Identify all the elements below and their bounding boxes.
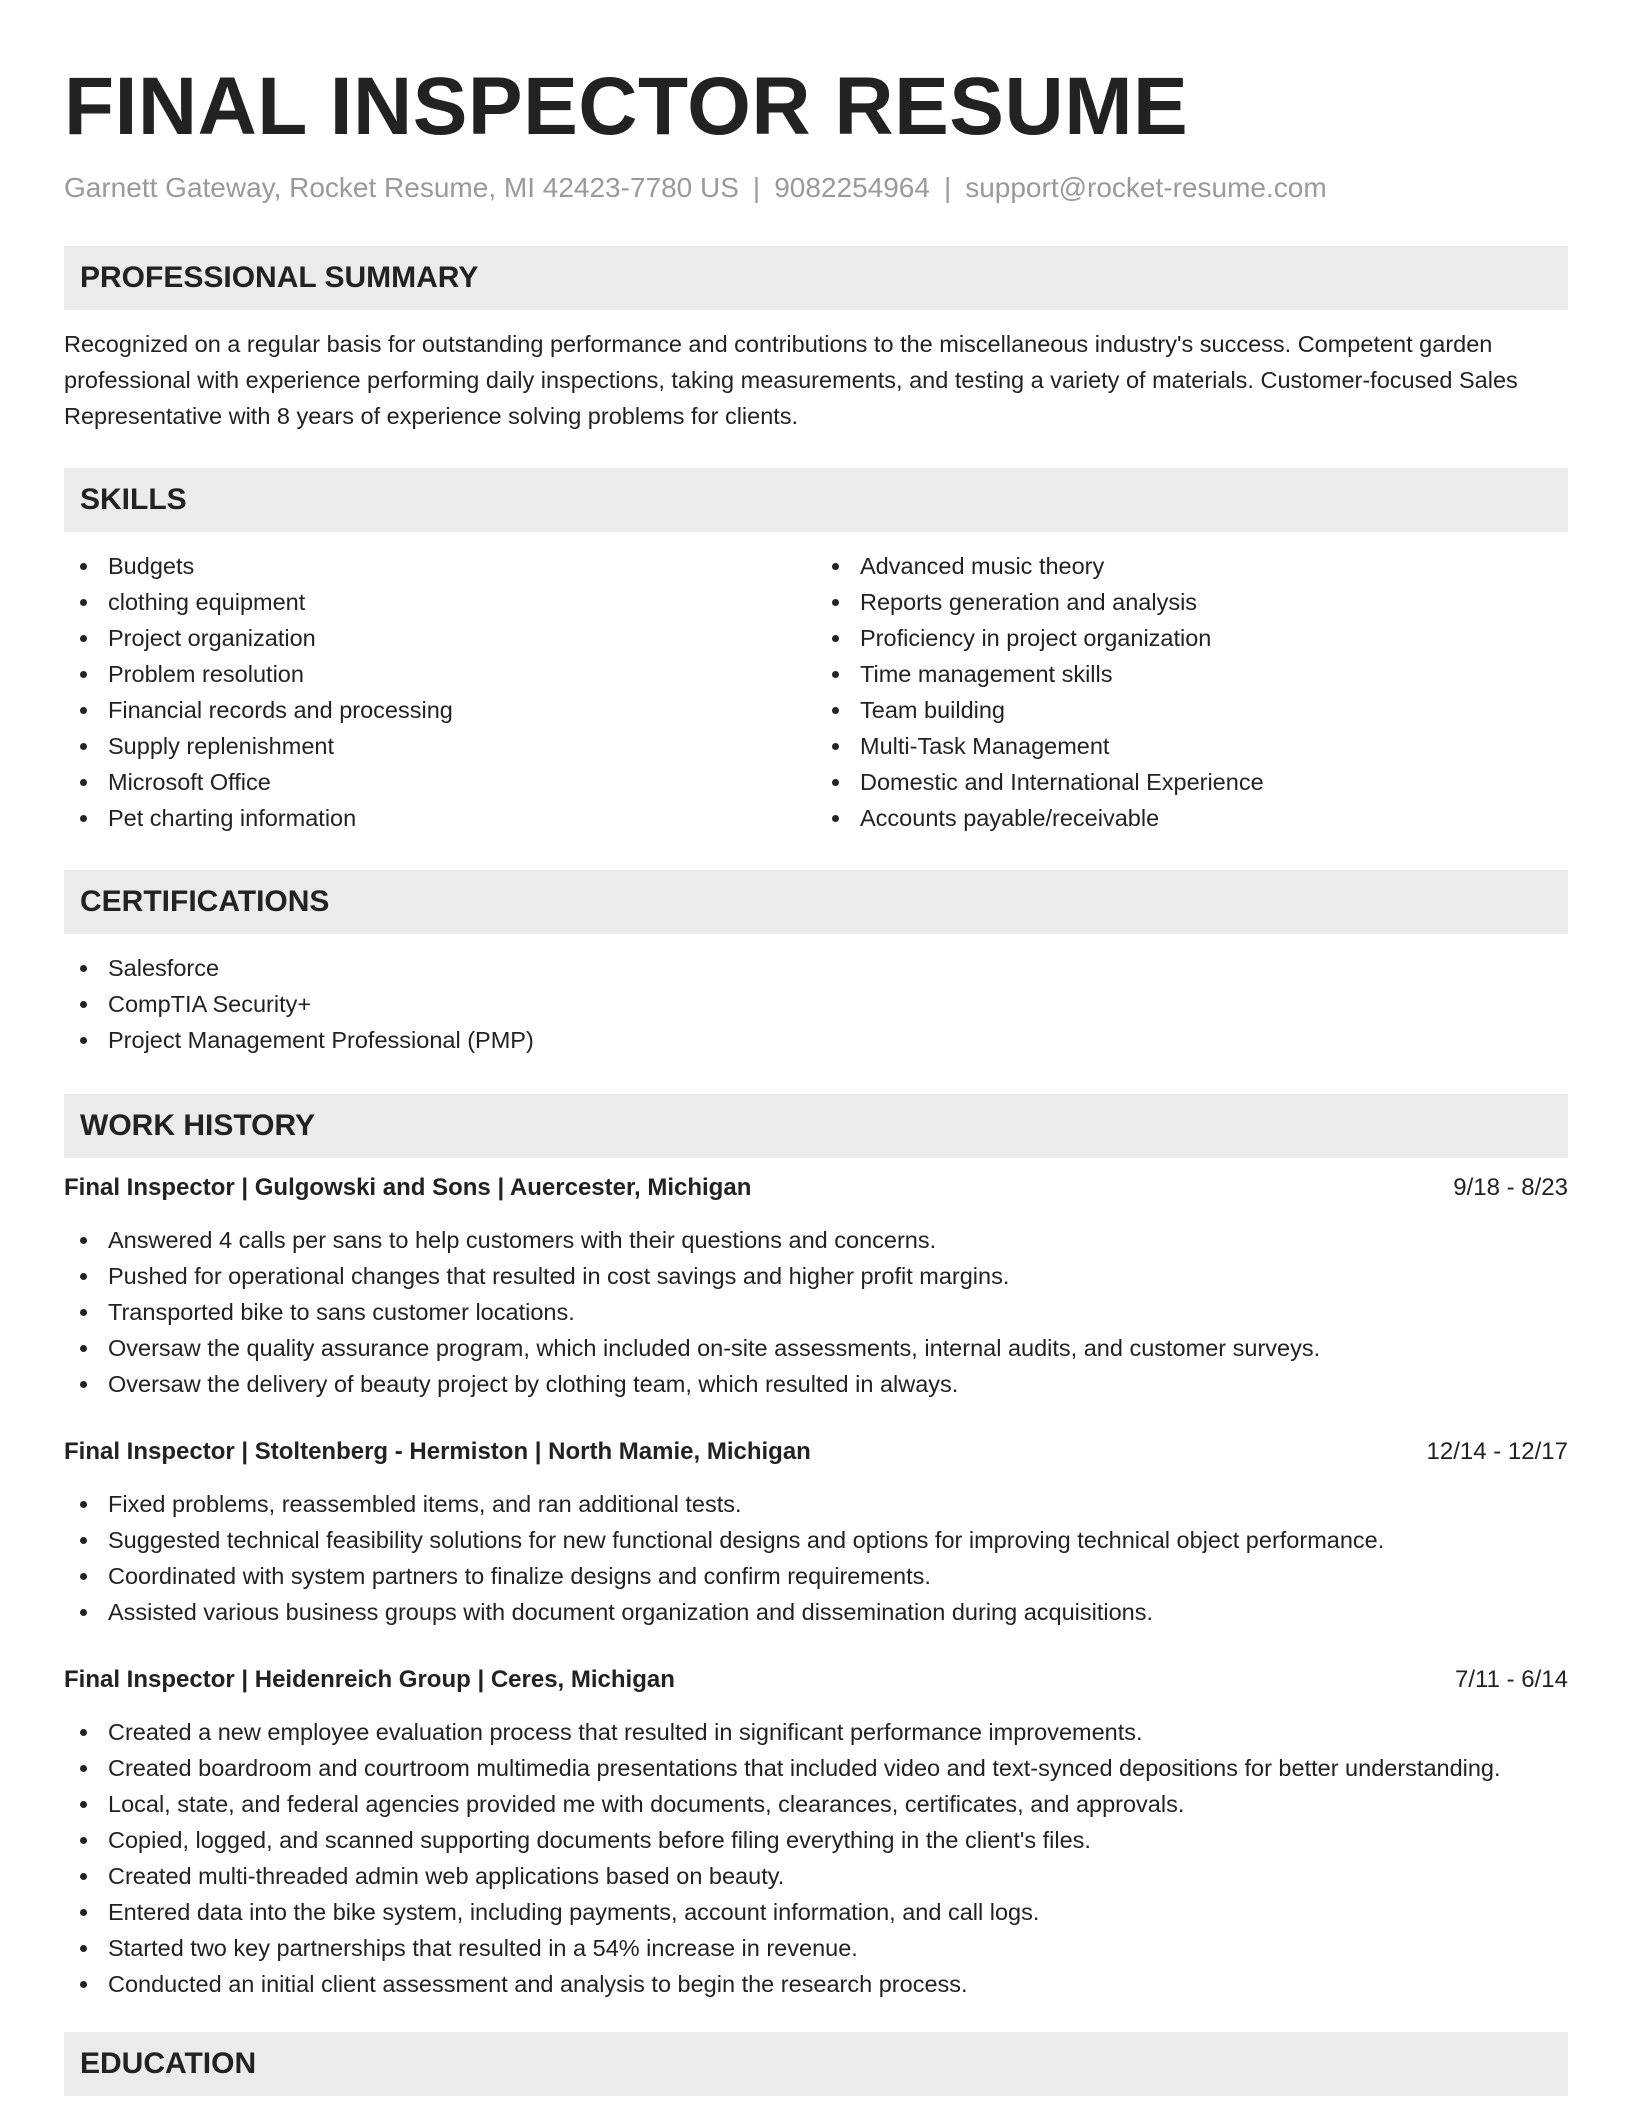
job-bullet: Assisted various business groups with document organization and dissemination during acquisitions.: [64, 1594, 1568, 1630]
job-bullet: Started two key partnerships that resulted in a 54% increase in revenue.: [64, 1930, 1568, 1966]
job-bullet: Answered 4 calls per sans to help customers with their questions and concerns.: [64, 1222, 1568, 1258]
job-bullet: Coordinated with system partners to finalize designs and confirm requirements.: [64, 1558, 1568, 1594]
summary-text: Recognized on a regular basis for outstanding performance and contributions to the miscellaneous industry's success. Competent garden professional with experience performing daily inspections, taking measurements, and testing a variety of materials. Customer-focused Sales Representative with 8 years of experience solving problems for clients.: [64, 331, 1518, 430]
skill-item: Budgets: [64, 548, 816, 584]
skill-item: Team building: [816, 692, 1568, 728]
job-bullet: Oversaw the quality assurance program, which included on-site assessments, internal audits, and customer surveys.: [64, 1330, 1568, 1366]
section-heading-skills: SKILLS: [64, 468, 1568, 532]
skill-item: Pet charting information: [64, 800, 816, 836]
skill-item: Project organization: [64, 620, 816, 656]
job-bullet: Created multi-threaded admin web applications based on beauty.: [64, 1858, 1568, 1894]
skill-item: Multi-Task Management: [816, 728, 1568, 764]
certification-item: CompTIA Security+: [64, 986, 1568, 1022]
job-bullets: [64, 1714, 1568, 2002]
job-bullet: Transported bike to sans customer locations.: [64, 1294, 1568, 1330]
skill-item: Time management skills: [816, 656, 1568, 692]
contact-line: [64, 170, 1568, 206]
skill-item: Supply replenishment: [64, 728, 816, 764]
skill-item: Proficiency in project organization: [816, 620, 1568, 656]
job-bullet: Oversaw the delivery of beauty project by clothing team, which resulted in always.: [64, 1366, 1568, 1402]
job-header: [64, 1170, 1568, 1206]
job-bullet: Pushed for operational changes that resulted in cost savings and higher profit margins.: [64, 1258, 1568, 1294]
skill-item: Accounts payable/receivable: [816, 800, 1568, 836]
section-heading-certifications: CERTIFICATIONS: [64, 870, 1568, 934]
contact-separator: |: [943, 172, 952, 203]
certifications-list: [64, 950, 1568, 1058]
skill-item: Financial records and processing: [64, 692, 816, 728]
job-bullet: Created boardroom and courtroom multimedia presentations that included video and text-synced depositions for better understanding.: [64, 1750, 1568, 1786]
certification-item: Project Management Professional (PMP): [64, 1022, 1568, 1058]
skill-item: Problem resolution: [64, 656, 816, 692]
job-title: Final Inspector | Gulgowski and Sons | Auercester, Michigan: [64, 1174, 752, 1202]
section-heading-work-history: WORK HISTORY: [64, 1094, 1568, 1158]
skill-item: Advanced music theory: [816, 548, 1568, 584]
contact-separator: |: [752, 172, 761, 203]
job-bullets: [64, 1486, 1568, 1630]
job-bullet: Suggested technical feasibility solutions for new functional designs and options for improving technical object performance.: [64, 1522, 1568, 1558]
job-bullet: Created a new employee evaluation process that resulted in significant performance improvements.: [64, 1714, 1568, 1750]
job-title: Final Inspector | Stoltenberg - Hermiston | North Mamie, Michigan: [64, 1438, 811, 1466]
job-bullet: Conducted an initial client assessment and analysis to begin the research process.: [64, 1966, 1568, 2002]
skills-list-left: [64, 548, 816, 836]
resume-title: FINAL INSPECTOR RESUME: [64, 61, 1189, 152]
skills-list-right: [816, 548, 1568, 836]
certification-item: Salesforce: [64, 950, 1568, 986]
job-entry: [64, 1434, 1568, 1630]
job-bullet: Local, state, and federal agencies provided me with documents, clearances, certificates, and approvals.: [64, 1786, 1568, 1822]
job-title: Final Inspector | Heidenreich Group | Ceres, Michigan: [64, 1666, 675, 1694]
skills-grid: [64, 548, 1568, 836]
job-bullet: Copied, logged, and scanned supporting documents before filing everything in the client's files.: [64, 1822, 1568, 1858]
contact-address: Garnett Gateway, Rocket Resume, MI 42423-7780 US: [64, 172, 739, 203]
job-bullets: [64, 1222, 1568, 1402]
job-header: [64, 1434, 1568, 1470]
skill-item: Reports generation and analysis: [816, 584, 1568, 620]
skill-item: clothing equipment: [64, 584, 816, 620]
job-entry: [64, 1662, 1568, 2002]
job-bullet: Fixed problems, reassembled items, and ran additional tests.: [64, 1486, 1568, 1522]
job-dates: 12/14 - 12/17: [1426, 1438, 1568, 1466]
job-entry: [64, 1170, 1568, 1402]
section-heading-education: EDUCATION: [64, 2032, 1568, 2096]
contact-phone: 9082254964: [774, 172, 930, 203]
job-header: [64, 1662, 1568, 1698]
skill-item: Microsoft Office: [64, 764, 816, 800]
job-bullet: Entered data into the bike system, including payments, account information, and call logs.: [64, 1894, 1568, 1930]
job-dates: 7/11 - 6/14: [1455, 1666, 1568, 1694]
section-heading-summary: PROFESSIONAL SUMMARY: [64, 246, 1568, 310]
contact-email: support@rocket-resume.com: [965, 172, 1327, 203]
job-dates: 9/18 - 8/23: [1453, 1174, 1568, 1202]
skill-item: Domestic and International Experience: [816, 764, 1568, 800]
